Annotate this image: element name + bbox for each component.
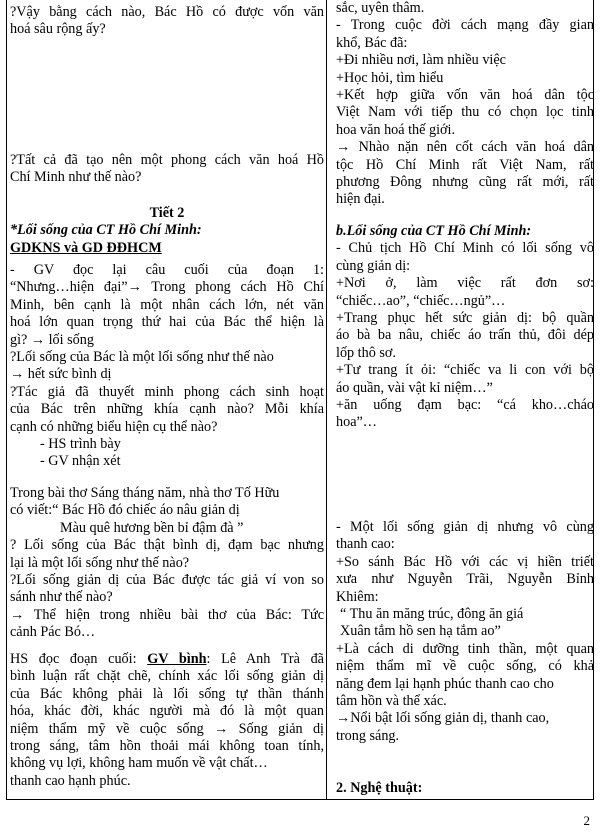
teacher-commentary bbox=[10, 651, 324, 790]
text-line: cạnh có những biểu hiện cụ thể nào? bbox=[10, 418, 218, 435]
text-line: →Nổi bật lối sống giản dị, thanh cao, bbox=[336, 710, 550, 727]
art-section bbox=[336, 780, 594, 797]
text-line: ? Lối sống của Bác thật bình dị, đạm bạc nhưng bbox=[10, 537, 324, 554]
text-line: +Tư trang ít ỏi: “chiếc va li con với bộ bbox=[336, 362, 594, 379]
text-line: của Bác trên những khía cạnh nào? Mỗi khía bbox=[10, 401, 324, 418]
text-line: → Nhào nặn nên cốt cách văn hoá dân bbox=[336, 139, 594, 156]
text-line: hoá sâu rộng ấy? bbox=[10, 21, 106, 38]
text-line: phương Đông nhưng cũng rất mới, rất bbox=[336, 173, 594, 190]
text-line: hoa văn hoá thế giới. bbox=[336, 121, 456, 138]
simple-noble-lifestyle-notes bbox=[336, 519, 594, 745]
lesson-number-heading: Tiết 2 bbox=[149, 205, 185, 221]
text-line: tộc Hồ Chí Minh rất Việt Nam, rất bbox=[336, 156, 594, 173]
section-b-heading: b.Lối sống của CT Hồ Chí Minh: bbox=[336, 223, 532, 239]
text-line: trong sáng. bbox=[336, 727, 400, 744]
text-line: ?Lối sống giản dị của Bác được tác giả ví von so bbox=[10, 572, 324, 589]
text-line: +Đi nhiều nơi, làm nhiều việc bbox=[336, 52, 506, 69]
text-line: +Là cách di dưỡng tinh thần, một quan bbox=[336, 640, 594, 657]
text-line: lại là một lối sống như thế nào? bbox=[10, 554, 190, 571]
text-line: Khiêm: bbox=[336, 588, 379, 605]
text-line: của Bác không phải là lối sống tự thần thánh bbox=[10, 685, 324, 702]
text-line: “chiếc…ao”, “chiếc…ngủ”… bbox=[336, 292, 506, 309]
poem-line: Xuân tắm hồ sen hạ tắm ao” bbox=[340, 623, 501, 640]
text-line: không vụ lợi, không ham muốn về vật chất… bbox=[10, 755, 268, 772]
text-line: ?Lối sống của Bác là một lối sống như thế nào bbox=[10, 348, 274, 365]
lifestyle-notes bbox=[336, 223, 594, 432]
text-line: hóa, khác đời, khác người mà đó là một quan bbox=[10, 703, 324, 720]
text-line: hiện đại. bbox=[336, 191, 385, 208]
text-line: +So sánh Bác Hồ với các vị hiền triết bbox=[336, 553, 594, 570]
text-line: Chí Minh như thế nào? bbox=[10, 169, 142, 186]
text-line: +Trang phục hết sức giản dị: bộ quần bbox=[336, 310, 594, 326]
text-line: - Chủ tịch Hồ Chí Minh có lối sống vô bbox=[336, 240, 594, 257]
text-line: bình luận rất chặt chẽ, chính xác lối sống giản dị bbox=[10, 668, 324, 685]
page-number: 2 bbox=[583, 813, 590, 828]
text-line: có viết:“ Bác Hồ đó chiếc áo nâu giản dị bbox=[10, 502, 240, 519]
text-line: ?Vậy bằng cách nào, Bác Hồ có được vốn văn bbox=[10, 4, 324, 20]
text-line: áo quần, vài vật kỉ niệm…” bbox=[336, 379, 493, 396]
text-line: năng đem lại hạnh phúc thanh cao cho bbox=[336, 675, 554, 692]
text-line: gì? → lối sống bbox=[10, 331, 94, 348]
lesson-part-2 bbox=[10, 205, 324, 257]
section-heading: *Lối sống của CT Hồ Chí Minh: bbox=[10, 222, 202, 239]
text-line: khổ, Bác đã: bbox=[336, 34, 408, 51]
text-line: hoá lớn quan trọng thứ hai của Bác thể hiện là bbox=[10, 314, 324, 331]
text-line: +Học hỏi, tìm hiểu bbox=[336, 69, 444, 86]
text-line: niệm thẩm mỹ về cuộc sống → Sống giản dị bbox=[10, 720, 324, 737]
text-line: “Nhưng…hiện đại”→ Trong phong cách Hồ Chí bbox=[10, 279, 324, 296]
text-line: - GV đọc lại câu cuối của đoạn 1: bbox=[10, 262, 324, 278]
text-line: Việt Nam với tiếp thu có chọn lọc tinh bbox=[336, 104, 594, 121]
text-line: Trong bài thơ Sáng tháng năm, nhà thơ Tố Hữu bbox=[10, 485, 280, 501]
text-line bbox=[10, 651, 324, 668]
text-line: Minh, bên cạnh là một nhân cách lớn, nét văn bbox=[10, 296, 324, 313]
text-line: niệm thẩm mĩ về cuộc sống, có khả bbox=[336, 658, 594, 675]
text-line: cùng giản dị: bbox=[336, 257, 411, 274]
text-line: trong sáng, tâm hồn thoải mái không toan tính, bbox=[10, 737, 324, 754]
gdkns-heading: GDKNS và GD ĐĐHCM bbox=[10, 239, 162, 256]
culture-formation-notes bbox=[336, 0, 594, 209]
text-line: +ăn uống đạm bạc: “cá kho…cháo bbox=[336, 396, 594, 413]
text-line: thanh cao: bbox=[336, 536, 395, 553]
text-line: - Một lối sống giản dị nhưng vô cùng bbox=[336, 519, 594, 535]
art-heading: 2. Nghệ thuật: bbox=[336, 780, 423, 796]
poem-line: Màu quê hương bền bỉ đậm đà ” bbox=[60, 519, 244, 536]
text-line: ?Tất cả đã tạo nên một phong cách văn hoá Hồ bbox=[10, 152, 324, 168]
text-line: sắc, uyên thâm. bbox=[336, 0, 425, 16]
text-line: sánh như thế nào? bbox=[10, 589, 113, 606]
text-line: - Trong cuộc đời cách mạng đầy gian bbox=[336, 17, 594, 34]
poem-line: “ Thu ăn măng trúc, đông ăn giá bbox=[340, 605, 524, 622]
text-line: áo bà ba nâu, chiếc áo trấn thủ, đôi dép bbox=[336, 327, 594, 344]
poem-and-questions bbox=[10, 485, 324, 642]
text-line: +Kết hợp giữa vốn văn hoá dân tộc bbox=[336, 87, 594, 104]
text-line: +Nơi ở, làm việc rất đơn sơ: bbox=[336, 275, 594, 292]
text-span: HS đọc đoạn cuối: bbox=[10, 651, 148, 667]
column-divider bbox=[326, 0, 327, 800]
text-line: tâm hồn và thể xác. bbox=[336, 692, 447, 709]
text-line: xưa như Nguyễn Trãi, Nguyễn Bỉnh bbox=[336, 571, 594, 588]
question-style-summary bbox=[10, 152, 324, 187]
gv-binh-label: GV bình bbox=[147, 651, 207, 667]
teacher-comment-item: - GV nhận xét bbox=[40, 453, 121, 470]
text-line: → hết sức bình dị bbox=[10, 366, 112, 383]
text-span: : Lê Anh Trà đã bbox=[206, 651, 324, 667]
text-line: → Thể hiện trong nhiều bài thơ của Bác: Tức bbox=[10, 606, 324, 623]
student-present-item: - HS trình bày bbox=[40, 435, 121, 452]
teacher-questions-1 bbox=[10, 262, 324, 471]
text-line: ?Tác giả đã thuyết minh phong cách sinh hoạt bbox=[10, 383, 324, 400]
question-culture-source bbox=[10, 4, 324, 39]
text-line: thanh cao hạnh phúc. bbox=[10, 772, 131, 789]
text-line: hoa”… bbox=[336, 414, 377, 431]
text-line: cảnh Pác Bó… bbox=[10, 624, 96, 641]
text-line: lốp thô sơ. bbox=[336, 344, 396, 361]
